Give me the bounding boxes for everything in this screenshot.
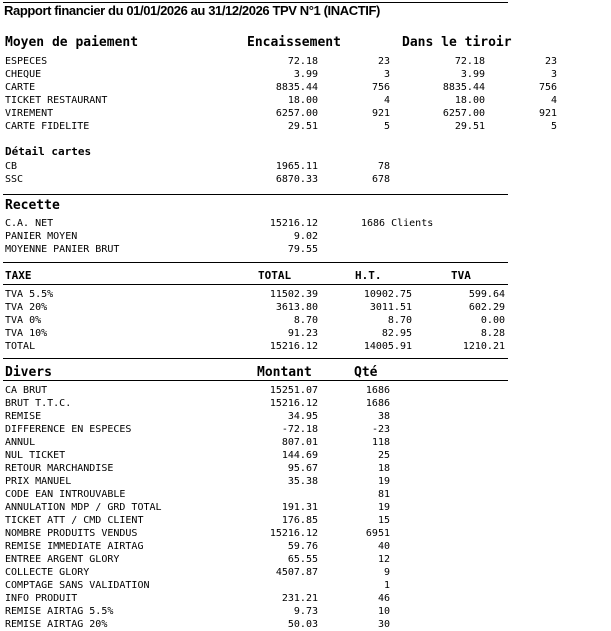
divers-row-amount: 807.01 [281,437,318,448]
divers-row-amount: 176.85 [281,515,318,526]
ca-net-clients: 1686 Clients [361,218,434,229]
encaissement-column-header: Encaissement [247,35,341,50]
divers-row-qty: 40 [377,541,390,552]
tax-row-ht: 14005.91 [363,341,412,352]
card-row-count: 78 [377,161,390,172]
tax-row-tva: 8.28 [480,328,505,339]
divers-row-label: CODE EAN INTROUVABLE [5,489,126,500]
divers-row-qty: 15 [377,515,390,526]
recette-rule [3,194,508,195]
payment-row-tir-count: 5 [550,121,557,132]
payment-row-enc-amount: 29.51 [287,121,318,132]
card-row-amount: 6870.33 [275,174,318,185]
tax-row-tva: 602.29 [468,302,505,313]
divers-row-label: DIFFERENCE EN ESPECES [5,424,132,435]
recette-heading: Recette [5,198,60,213]
tax-row-label: TOTAL [5,341,36,352]
tax-row-ht: 10902.75 [363,289,412,300]
payment-row-label: CHEQUE [5,69,42,80]
divers-row-qty: 1 [383,580,390,591]
divers-row-label: REMISE IMMEDIATE AIRTAG [5,541,144,552]
divers-row-label: RETOUR MARCHANDISE [5,463,114,474]
payment-row-tir-amount: 6257.00 [442,108,485,119]
divers-header-rule [3,380,508,381]
divers-row-amount: 144.69 [281,450,318,461]
divers-row-qty: -23 [371,424,390,435]
divers-column-header: Divers [5,365,52,380]
divers-row-label: ANNULATION MDP / GRD TOTAL [5,502,162,513]
ht-column-header: H.T. [355,269,382,282]
payment-row-enc-count: 4 [383,95,390,106]
moyenne-panier-label: MOYENNE PANIER BRUT [5,244,120,255]
tax-row-tva: 1210.21 [462,341,505,352]
divers-row-qty: 46 [377,593,390,604]
payment-row-tir-count: 921 [538,108,557,119]
payment-row-tir-count: 4 [550,95,557,106]
divers-row-qty: 18 [377,463,390,474]
cards-heading: Détail cartes [5,145,92,158]
payment-row-enc-amount: 72.18 [287,56,318,67]
divers-row-amount: 4507.87 [275,567,318,578]
tax-row-total: 11502.39 [269,289,318,300]
divers-row-amount: 9.73 [293,606,318,617]
divers-row-label: REMISE AIRTAG 20% [5,619,108,630]
divers-row-label: COLLECTE GLORY [5,567,90,578]
payment-row-enc-count: 756 [371,82,390,93]
divers-row-amount: 95.67 [287,463,318,474]
tax-row-label: TVA 20% [5,302,48,313]
card-row-amount: 1965.11 [275,161,318,172]
divers-row-qty: 30 [377,619,390,630]
divers-row-amount: 35.38 [287,476,318,487]
tax-row-label: TVA 10% [5,328,48,339]
card-row-label: CB [5,161,18,172]
divers-row-amount: 59.76 [287,541,318,552]
divers-row-label: ENTREE ARGENT GLORY [5,554,120,565]
divers-row-label: ANNUL [5,437,36,448]
tax-row-total: 8.70 [293,315,318,326]
payment-row-enc-count: 921 [371,108,390,119]
payment-row-enc-count: 3 [383,69,390,80]
card-row-count: 678 [371,174,390,185]
divers-row-qty: 19 [377,476,390,487]
payment-row-label: CARTE [5,82,36,93]
divers-row-amount: 15216.12 [269,398,318,409]
panier-moyen-value: 9.02 [293,231,318,242]
payment-row-enc-amount: 6257.00 [275,108,318,119]
payment-row-label: VIREMENT [5,108,54,119]
divers-row-label: COMPTAGE SANS VALIDATION [5,580,150,591]
card-row-label: SSC [5,174,24,185]
divers-row-label: TICKET ATT / CMD CLIENT [5,515,144,526]
divers-top-rule [3,358,508,359]
divers-row-qty: 81 [377,489,390,500]
divers-row-label: CA BRUT [5,385,48,396]
tax-row-ht: 3011.51 [369,302,412,313]
qte-column-header: Qté [354,365,378,380]
total-column-header: TOTAL [258,269,292,282]
divers-row-amount: 15251.07 [269,385,318,396]
payment-row-tir-count: 756 [538,82,557,93]
payment-row-tir-amount: 3.99 [460,69,485,80]
payment-row-tir-amount: 29.51 [454,121,485,132]
taxe-column-header: TAXE [5,269,32,282]
payment-row-tir-count: 23 [544,56,557,67]
payment-row-enc-amount: 8835.44 [275,82,318,93]
tax-row-label: TVA 5.5% [5,289,54,300]
divers-row-amount: 231.21 [281,593,318,604]
tva-column-header: TVA [451,269,471,282]
payment-heading: Moyen de paiement [5,35,139,50]
payment-row-tir-amount: 72.18 [454,56,485,67]
divers-row-label: INFO PRODUIT [5,593,78,604]
divers-row-label: BRUT T.T.C. [5,398,72,409]
divers-row-qty: 10 [377,606,390,617]
tiroir-column-header: Dans le tiroir [402,35,512,50]
tax-row-tva: 0.00 [480,315,505,326]
divers-row-qty: 25 [377,450,390,461]
divers-row-label: NUL TICKET [5,450,66,461]
divers-row-qty: 118 [371,437,390,448]
divers-row-qty: 19 [377,502,390,513]
tax-row-tva: 599.64 [468,289,505,300]
divers-row-amount: 50.03 [287,619,318,630]
divers-row-label: REMISE AIRTAG 5.5% [5,606,114,617]
tax-row-total: 15216.12 [269,341,318,352]
payment-row-label: CARTE FIDELITE [5,121,90,132]
ca-net-value: 15216.12 [269,218,318,229]
ca-net-label: C.A. NET [5,218,54,229]
divers-row-qty: 1686 [365,385,390,396]
payment-row-tir-amount: 8835.44 [442,82,485,93]
report-title: Rapport financier du 01/01/2026 au 31/12/2026 TPV N°1 (INACTIF) [4,3,380,18]
payment-row-tir-amount: 18.00 [454,95,485,106]
payment-row-enc-amount: 3.99 [293,69,318,80]
payment-row-label: ESPECES [5,56,48,67]
tax-top-rule [3,262,508,263]
tax-row-total: 3613.80 [275,302,318,313]
payment-row-enc-count: 23 [377,56,390,67]
divers-row-label: PRIX MANUEL [5,476,72,487]
tax-row-ht: 8.70 [387,315,412,326]
tax-row-ht: 82.95 [381,328,412,339]
payment-row-tir-count: 3 [550,69,557,80]
divers-row-label: NOMBRE PRODUITS VENDUS [5,528,138,539]
divers-row-amount: 34.95 [287,411,318,422]
tax-row-label: TVA 0% [5,315,42,326]
moyenne-panier-value: 79.55 [287,244,318,255]
payment-row-label: TICKET RESTAURANT [5,95,108,106]
payment-row-enc-amount: 18.00 [287,95,318,106]
divers-row-qty: 6951 [365,528,390,539]
divers-row-qty: 38 [377,411,390,422]
divers-row-amount: 65.55 [287,554,318,565]
divers-row-qty: 9 [383,567,390,578]
divers-row-amount: -72.18 [281,424,318,435]
tax-header-rule [3,284,508,285]
panier-moyen-label: PANIER MOYEN [5,231,78,242]
tax-row-total: 91.23 [287,328,318,339]
divers-row-qty: 12 [377,554,390,565]
montant-column-header: Montant [257,365,312,380]
payment-row-enc-count: 5 [383,121,390,132]
divers-row-label: REMISE [5,411,42,422]
divers-row-amount: 191.31 [281,502,318,513]
divers-row-qty: 1686 [365,398,390,409]
divers-row-amount: 15216.12 [269,528,318,539]
